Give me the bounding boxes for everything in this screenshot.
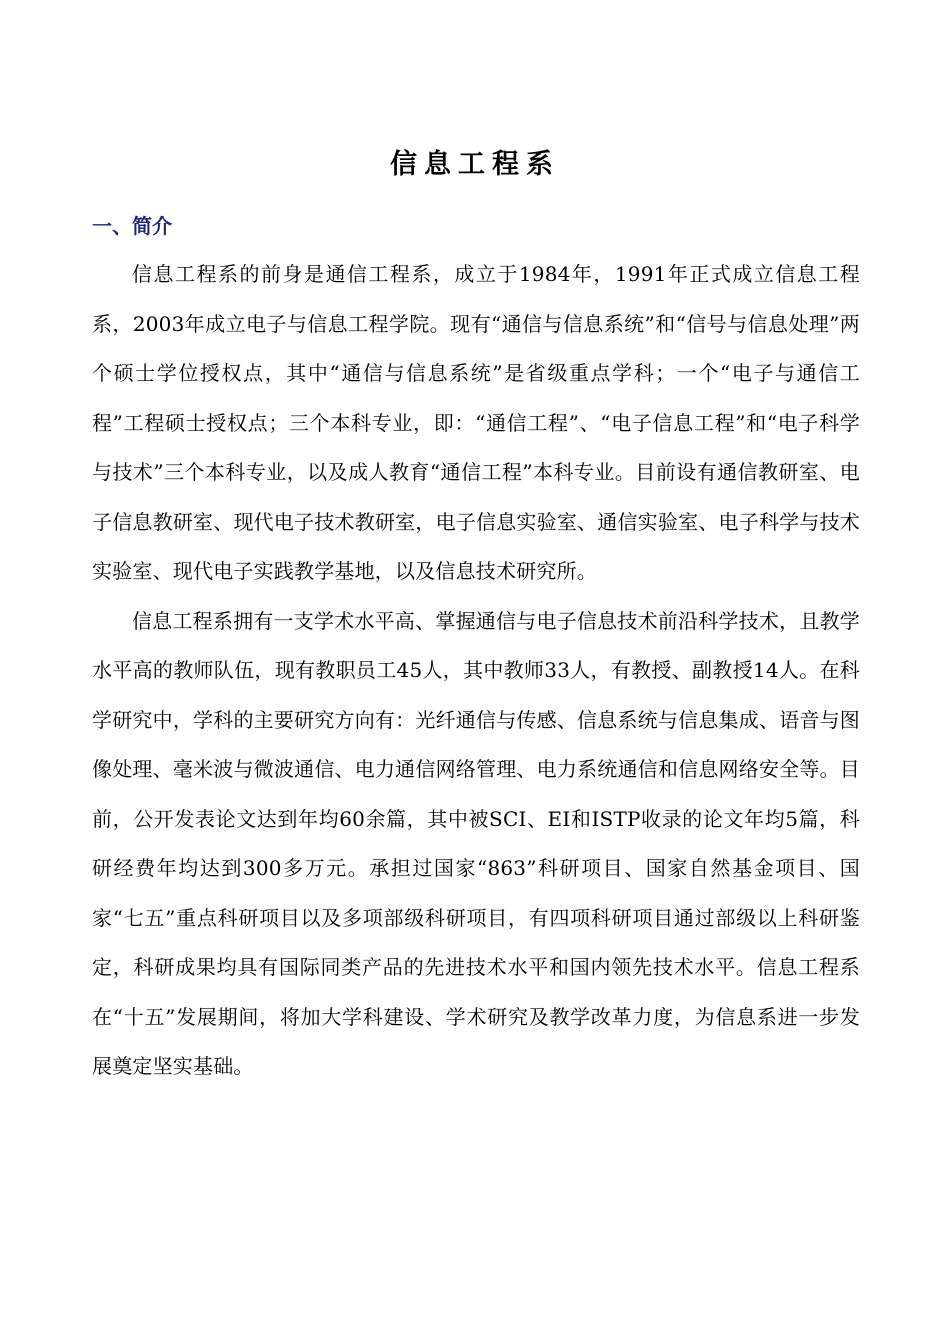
paragraph-history: 信息工程系的前身是通信工程系，成立于1984年，1991年正式成立信息工程系，2003年成立电子与信息工程学院。现有“通信与信息系统”和“信号与信息处理”两个硕士学位授权点，其中“通信与信息系统”是省级重点学科；一个“电子与通信工程”工程硕士授权点；三个本科专业，即：“通信工程”、“电子信息工程”和“电子科学与技术”三个本科专业，以及成人教育“通信工程”本科专业。目前设有通信教研室、电子信息教研室、现代电子技术教研室，电子信息实验室、通信实验室、电子科学与技术实验室、现代电子实践教学基地，以及信息技术研究所。: [92, 262, 860, 583]
page-title: 信息工程系: [390, 149, 560, 180]
body-text: [92, 250, 860, 1092]
section-heading-introduction: 一、简介: [92, 214, 172, 238]
paragraph-faculty-research: 信息工程系拥有一支学术水平高、掌握通信与电子信息技术前沿科学技术，且教学水平高的教师队伍，现有教职员工45人，其中教师33人，有教授、副教授14人。在科学研究中，学科的主要研究方向有：光纤通信与传感、信息系统与信息集成、语音与图像处理、毫米波与微波通信、电力通信网络管理、电力系统通信和信息网络安全等。目前，公开发表论文达到年均60余篇，其中被SCI、EI和ISTP收录的论文年均5篇，科研经费年均达到300多万元。承担过国家“863”科研项目、国家自然基金项目、国家“七五”重点科研项目以及多项部级科研项目，有四项科研项目通过部级以上科研鉴定，科研成果均具有国际同类产品的先进技术水平和国内领先技术水平。信息工程系在“十五”发展期间，将加大学科建设、学术研究及教学改革力度，为信息系进一步发展奠定坚实基础。: [92, 608, 860, 1078]
